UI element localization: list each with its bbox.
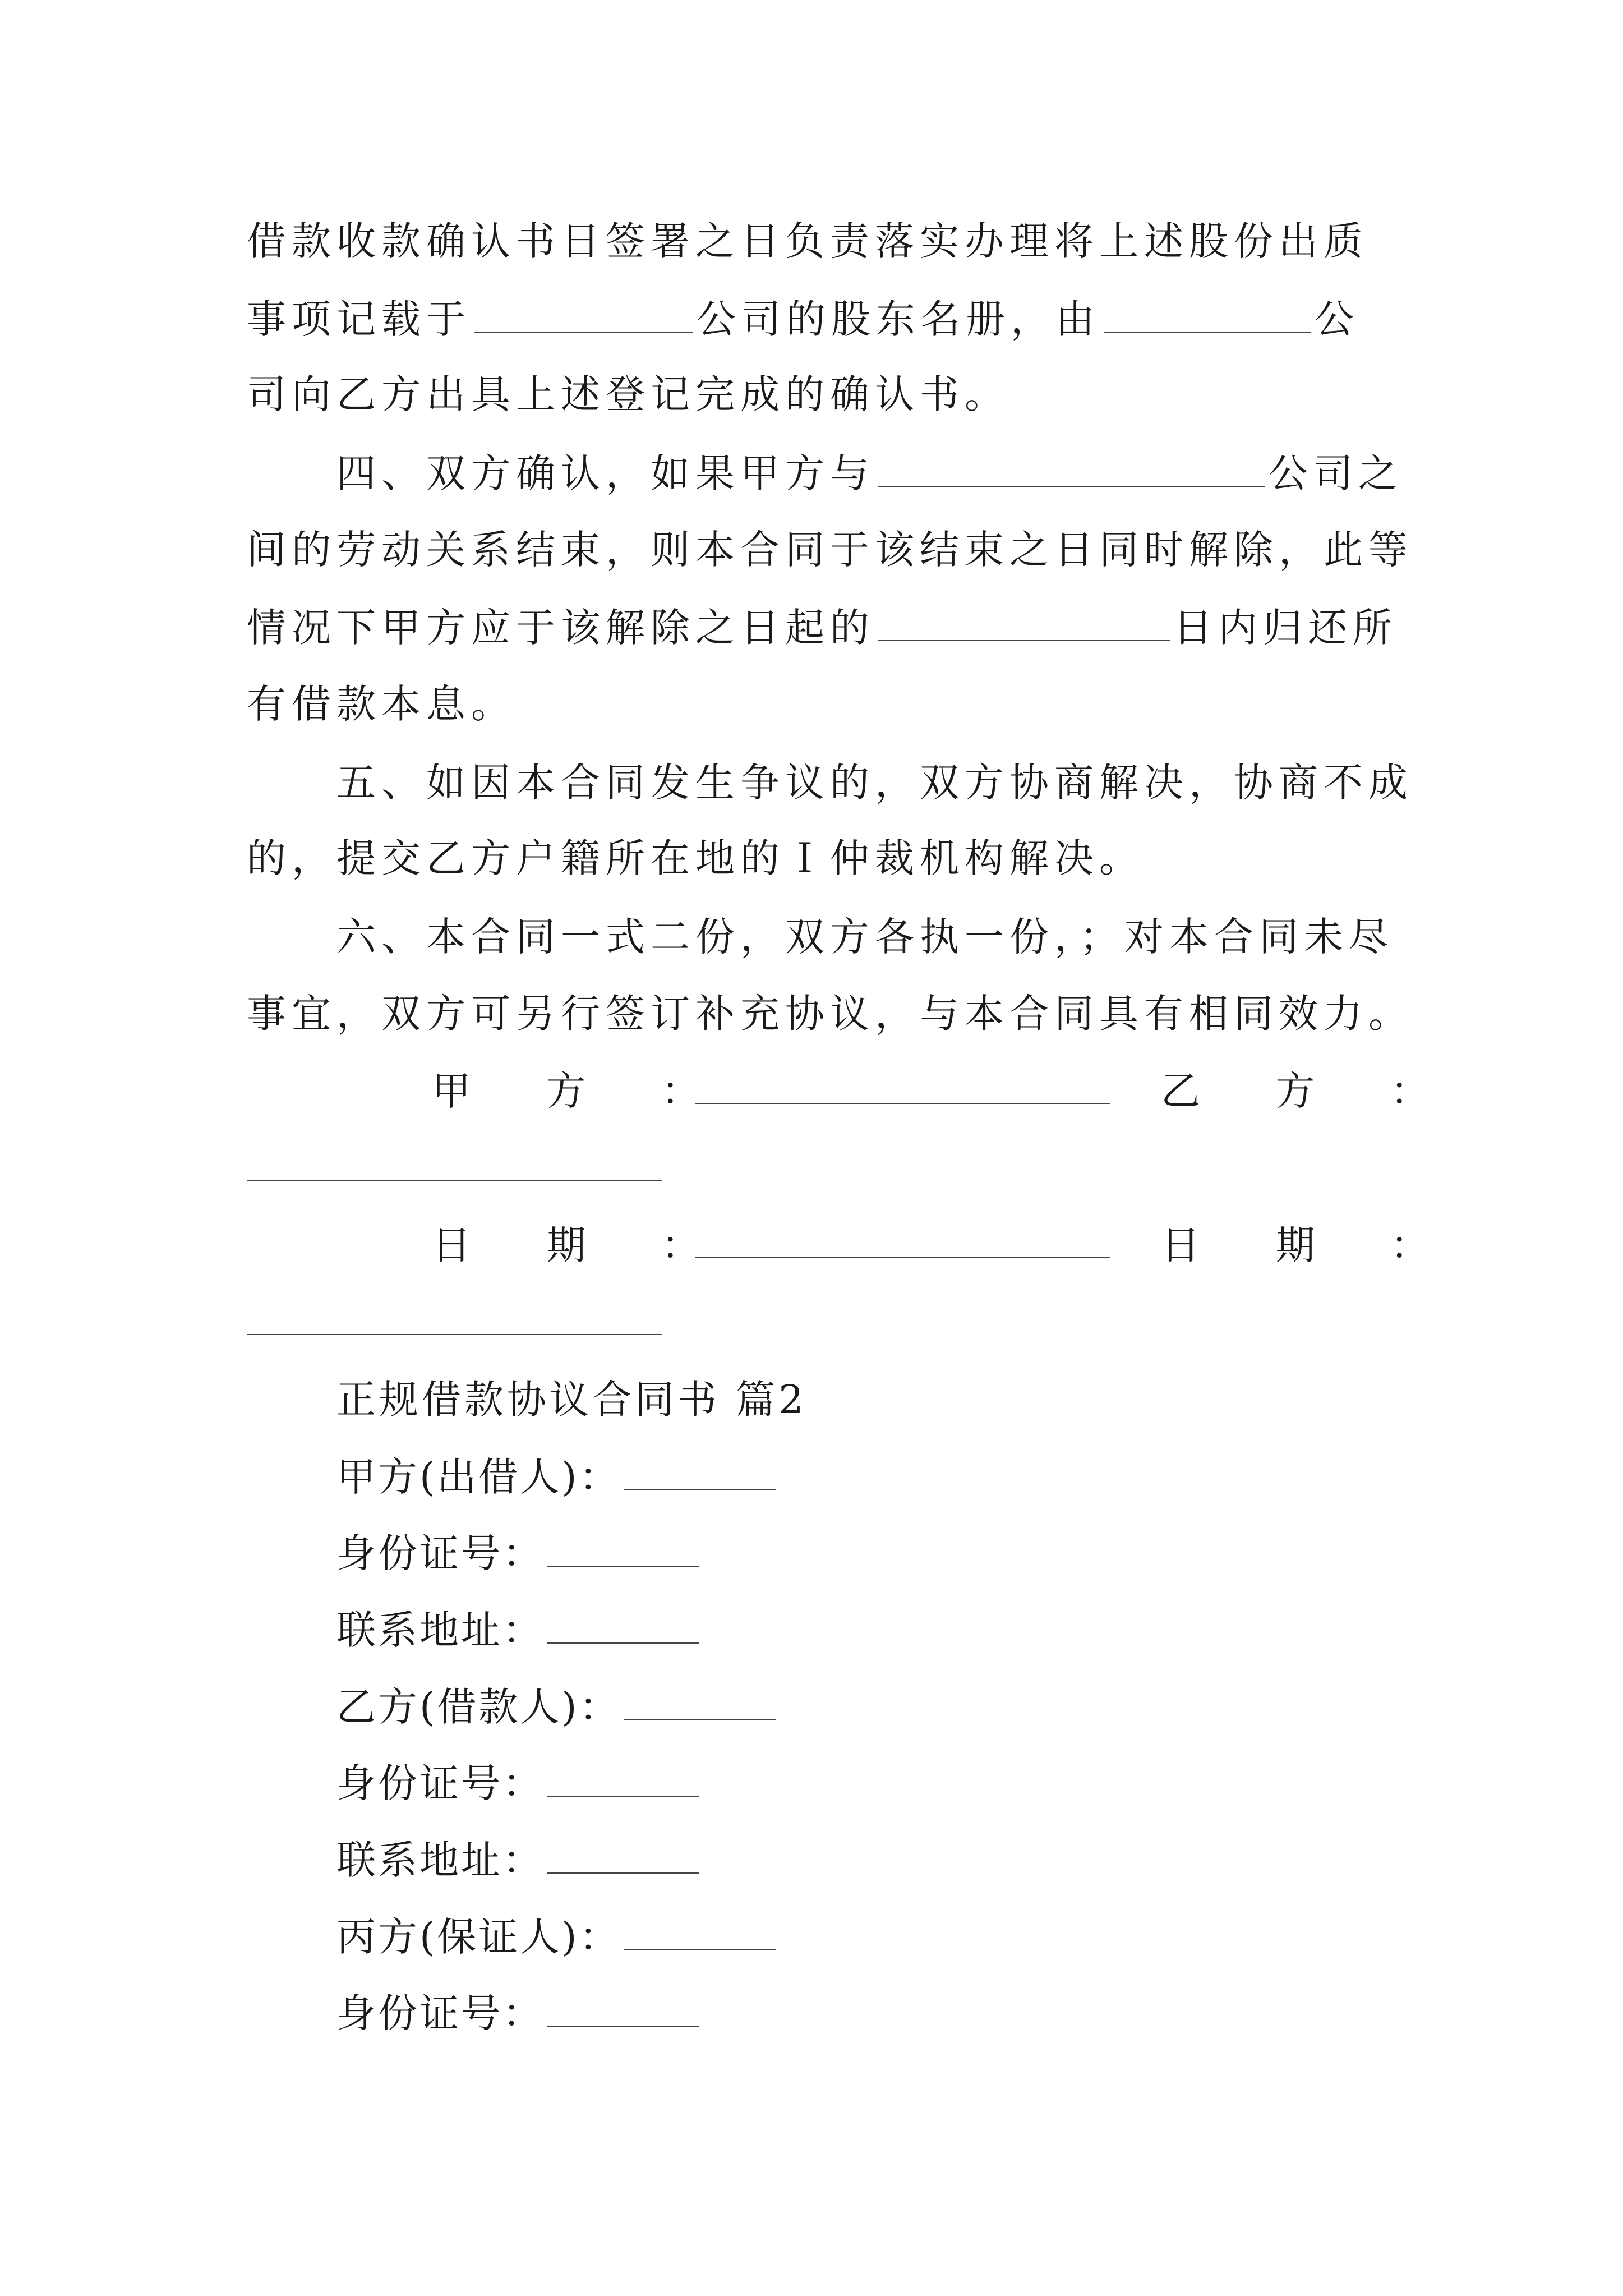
paragraph-line: [247, 296, 1359, 342]
clause-4-line: [336, 450, 1403, 496]
fill-in-blank: [624, 1917, 776, 1950]
fill-in-blank: [878, 608, 1170, 641]
field-label: 身份证号：: [336, 1990, 544, 2036]
field-id-number: [336, 1990, 702, 2036]
text-run: 公: [1315, 296, 1359, 342]
paragraph-line: [247, 371, 1009, 417]
fill-in-blank: [474, 299, 693, 333]
clause-4-line: [247, 527, 1413, 573]
party-b-signature-line: [247, 1180, 662, 1181]
field-label: 联系地址：: [336, 1837, 544, 1883]
fill-in-blank: [547, 1610, 699, 1644]
field-label: 丙方(保证人)：: [336, 1914, 621, 1960]
fill-in-blank: [547, 1763, 699, 1797]
date-a-line: [695, 1257, 1110, 1258]
field-address: [336, 1837, 702, 1883]
clause-4-line: [247, 681, 516, 727]
text-run: 正规借款协议合同书 篇2: [336, 1377, 807, 1423]
date-b-line: [247, 1334, 662, 1335]
text-run: 五、如因本合同发生争议的，双方协商解决，协商不成: [336, 760, 1413, 806]
text-run: 事宜，双方可另行签订补充协议，与本合同具有相同效力。: [247, 991, 1413, 1037]
field-id-number: [336, 1530, 702, 1576]
date-a-label: 日 期 ：: [432, 1222, 718, 1268]
fill-in-blank: [547, 1993, 699, 2027]
party-b-label: 乙 方 ：: [1161, 1068, 1447, 1114]
paragraph-line: [247, 218, 1368, 264]
party-a-signature-line: [695, 1103, 1110, 1104]
field-id-number: [336, 1760, 702, 1806]
field-label: 身份证号：: [336, 1530, 544, 1576]
fill-in-blank: [1104, 299, 1311, 333]
text-run: 司向乙方出具上述登记完成的确认书。: [247, 371, 1009, 417]
text-run: 的，提交乙方户籍所在地的Ｉ仲裁机构解决。: [247, 835, 1144, 881]
clause-5-line: [336, 760, 1413, 806]
clause-6-line: [247, 991, 1413, 1037]
fill-in-blank: [878, 453, 1265, 487]
field-label: 身份证号：: [336, 1760, 544, 1806]
party-a-label: 甲 方 ：: [432, 1068, 718, 1114]
fill-in-blank: [547, 1533, 699, 1567]
text-run: 日内归还所: [1173, 605, 1398, 651]
field-guarantor: [336, 1914, 779, 1960]
fill-in-blank: [624, 1687, 776, 1720]
field-label: 乙方(借款人)：: [336, 1684, 621, 1730]
section-title: [336, 1377, 807, 1423]
text-run: 公司的股东名册，由: [697, 296, 1100, 342]
clause-4-line: [247, 605, 1398, 651]
text-run: 情况下甲方应于该解除之日起的: [247, 605, 875, 651]
field-label: 甲方(出借人)：: [336, 1454, 621, 1500]
clause-6-line: [336, 914, 1394, 960]
text-run: 六、本合同一式二份，双方各执一份，；对本合同未尽: [336, 914, 1394, 960]
field-borrower: [336, 1684, 779, 1730]
text-run: 四、双方确认，如果甲方与: [336, 450, 875, 496]
field-label: 联系地址：: [336, 1607, 544, 1653]
text-run: 公司之: [1269, 450, 1403, 496]
text-run: 间的劳动关系结束，则本合同于该结束之日同时解除，此等: [247, 527, 1413, 573]
text-run: 事项记载于: [247, 296, 471, 342]
field-lender: [336, 1454, 779, 1500]
field-address: [336, 1607, 702, 1653]
text-run: 借款收款确认书日签署之日负责落实办理将上述股份出质: [247, 218, 1368, 264]
date-b-label: 日 期 ：: [1161, 1222, 1447, 1268]
text-run: 有借款本息。: [247, 681, 516, 727]
fill-in-blank: [547, 1840, 699, 1874]
clause-5-line: [247, 835, 1144, 881]
fill-in-blank: [624, 1457, 776, 1490]
